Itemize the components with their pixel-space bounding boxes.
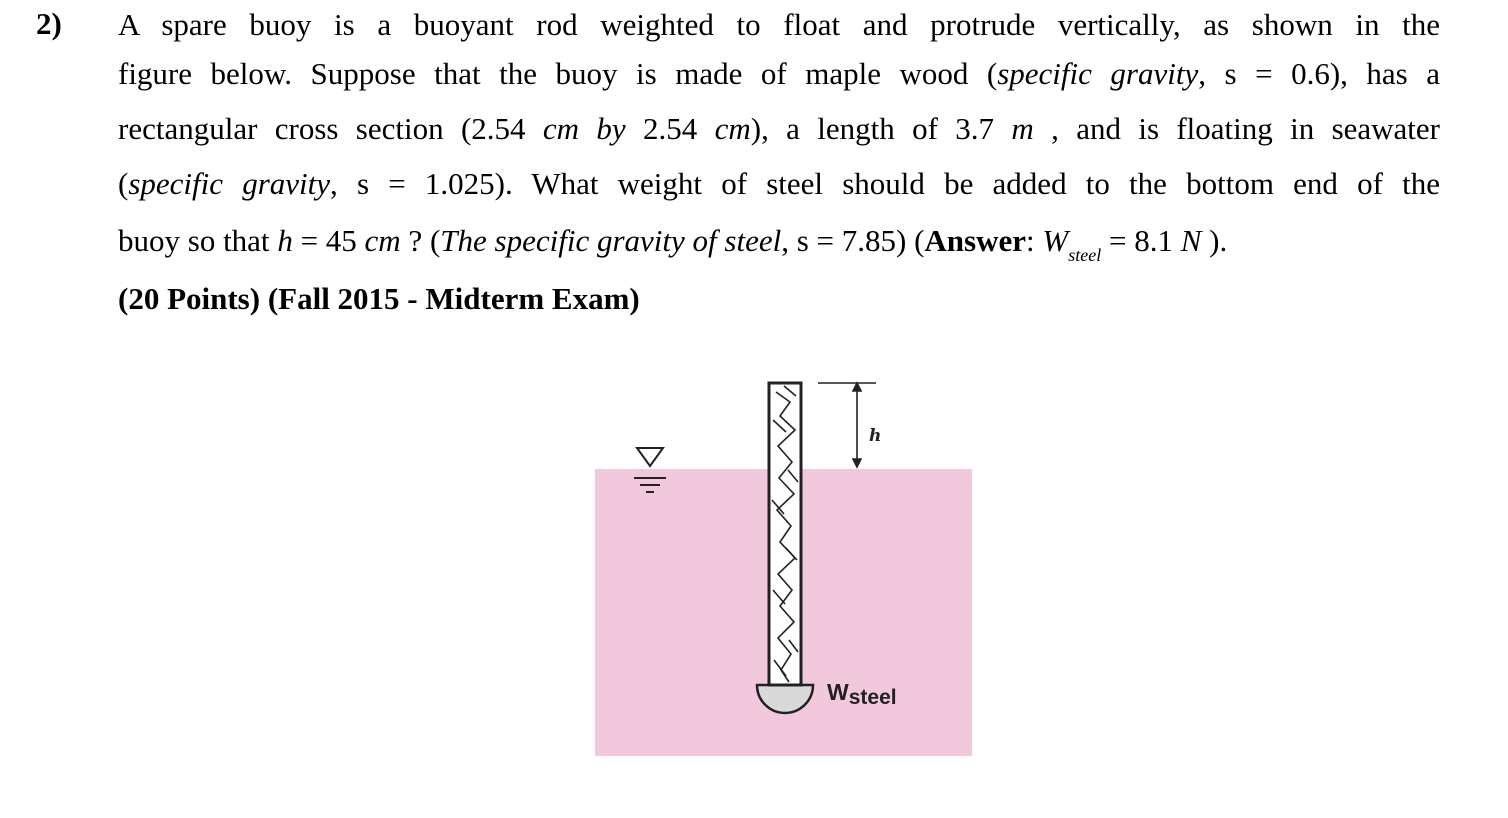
text-segment: ( xyxy=(118,166,129,201)
text-segment: : xyxy=(1026,223,1043,258)
question-number: 2) xyxy=(36,6,62,41)
text-segment: = 8.1 xyxy=(1101,223,1181,258)
answer-label: Answer xyxy=(924,223,1027,258)
text-segment-italic: specific gravity xyxy=(997,56,1199,91)
subscript-steel: steel xyxy=(1068,245,1102,265)
label-h: h xyxy=(869,426,882,446)
text-segment-italic: The specific gravity of steel xyxy=(440,223,782,258)
text-segment: 2.54 xyxy=(643,111,715,146)
text-segment: , s = 7.85) ( xyxy=(781,223,925,258)
points-and-source: (20 Points) (Fall 2015 - Midterm Exam) xyxy=(118,281,640,316)
problem-line-1: A spare buoy is a buoyant rod weighted to float and protrude vertically, as shown in the xyxy=(118,7,1440,42)
label-w: W xyxy=(827,679,849,705)
text-segment: buoy so that xyxy=(118,223,278,258)
maple-wood-rod xyxy=(769,383,801,685)
text-segment: figure below. Suppose that the buoy is made of maple wood ( xyxy=(118,56,998,91)
text-segment: ? ( xyxy=(400,223,441,258)
unit-n: N xyxy=(1180,223,1202,258)
text-segment: ), a length of 3.7 xyxy=(750,111,1012,146)
text-segment-italic: specific gravity xyxy=(128,166,331,201)
text-segment: , s = 1.025). What weight of steel should be added to the bottom end of the xyxy=(330,166,1440,201)
text-segment: = 45 xyxy=(292,223,365,258)
unit-cm: cm xyxy=(364,223,401,258)
label-steel-subscript: steel xyxy=(848,686,897,709)
text-segment: ). xyxy=(1201,223,1228,258)
text-segment: rectangular cross section (2.54 xyxy=(118,111,543,146)
unit-cm: cm xyxy=(714,111,751,146)
variable-h: h xyxy=(277,223,293,258)
text-segment: , and is floating in seawater xyxy=(1033,111,1440,146)
unit-m: m xyxy=(1011,111,1034,146)
dimension-h xyxy=(818,383,876,467)
unit-cm: cm xyxy=(542,111,580,146)
text-segment-italic: by xyxy=(579,111,643,146)
text-segment: , s = 0.6), has a xyxy=(1198,56,1440,91)
variable-w: W xyxy=(1042,223,1069,258)
